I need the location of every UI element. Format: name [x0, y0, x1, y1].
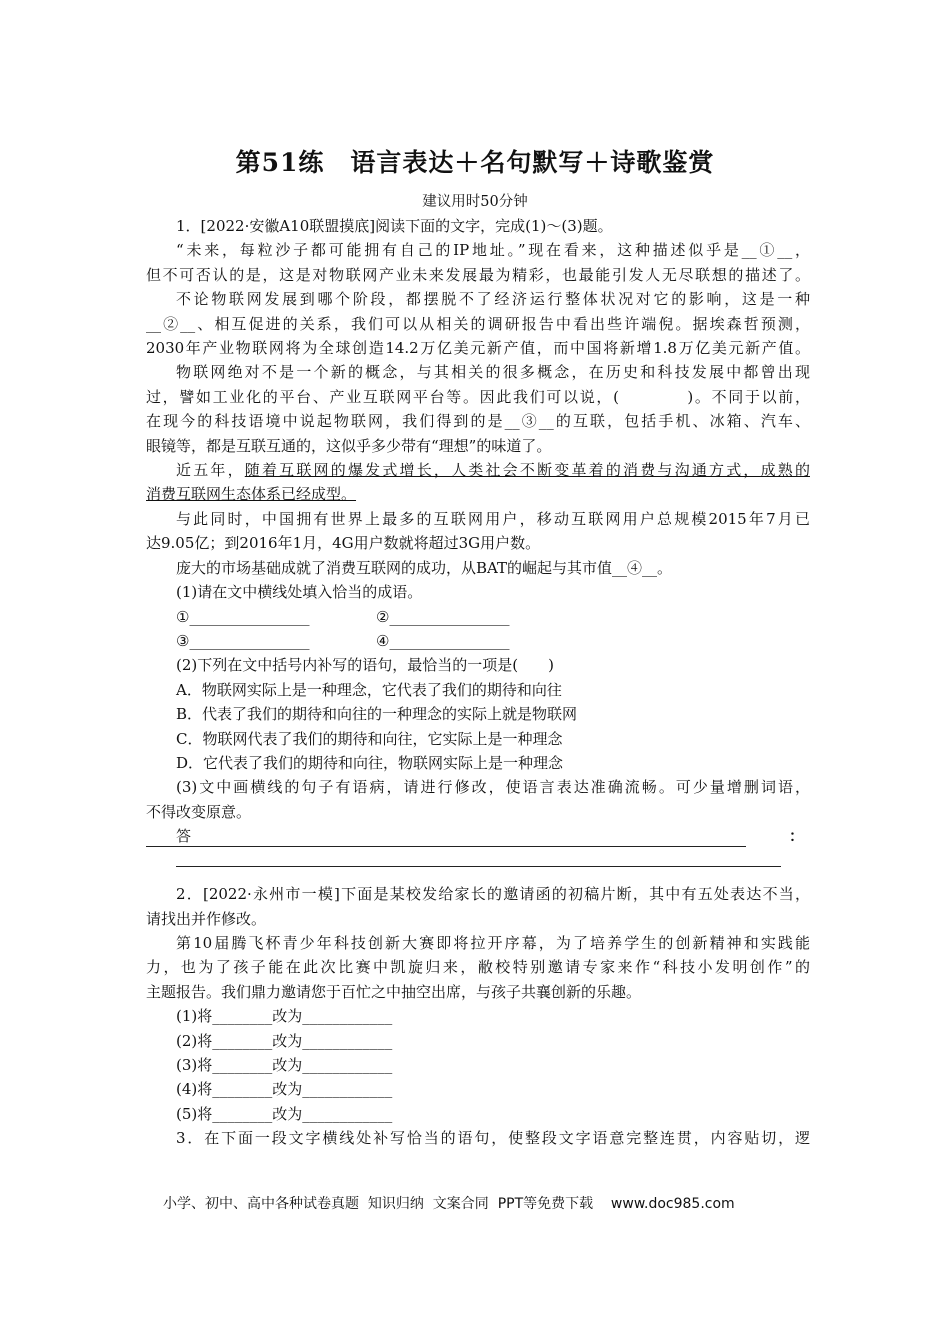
- q2-paragraph-line: 力，也为了孩子能在此次比赛中凯旋归来，敝校特别邀请专家来作“科技小发明创作”的: [146, 958, 810, 977]
- answer-blank-4[interactable]: ④________________: [376, 631, 510, 650]
- option-c[interactable]: C．物联网代表了我们的期待和向往，它实际上是一种理念: [176, 729, 563, 748]
- q2-header-cont: 请找出并作修改。: [146, 909, 267, 928]
- q1-paragraph-line: 庞大的市场基础成就了消费互联网的成功，从BAT的崛起与其市值__④__。: [176, 558, 673, 577]
- q2-header: 2．[2022·永州市一模]下面是某校发给家长的邀请函的初稿片断，其中有五处表达不当，: [176, 885, 810, 904]
- option-a[interactable]: A．物联网实际上是一种理念，它代表了我们的期待和向往: [176, 680, 562, 699]
- answer-line-2[interactable]: [146, 854, 810, 876]
- answer-line[interactable]: [146, 846, 746, 847]
- correction-item[interactable]: (5)将________改为____________: [176, 1104, 393, 1123]
- answer-label: 答: [176, 827, 192, 846]
- option-d[interactable]: D．它代表了我们的期待和向往，物联网实际上是一种理念: [176, 753, 564, 772]
- correction-item[interactable]: (2)将________改为____________: [176, 1031, 393, 1050]
- q1-sub2: (2)下列在文中括号内补写的语句，最恰当的一项是( ): [176, 656, 554, 675]
- correction-item[interactable]: (4)将________改为____________: [176, 1080, 393, 1099]
- page-title: 第51练 语言表达＋名句默写＋诗歌鉴赏: [235, 148, 715, 177]
- q1-paragraph-line: 过，譬如工业化的平台、产业互联网平台等。因此我们可以说，( )。不同于以前，: [146, 387, 810, 406]
- q3-header: 3．在下面一段文字横线处补写恰当的语句，使整段文字语意完整连贯，内容贴切，逻: [176, 1129, 810, 1148]
- q1-paragraph-line: __②__、相互促进的关系，我们可以从相关的调研报告中看出些许端倪。据埃森哲预测，: [146, 314, 810, 333]
- answer-area[interactable]: [146, 824, 810, 854]
- q1-paragraph-line: 物联网绝对不是一个新的概念，与其相关的很多概念，在历史和科技发展中都曾出现: [176, 363, 810, 382]
- answer-blank-3[interactable]: ③________________: [176, 631, 310, 650]
- q1-paragraph-line: 达9.05亿；到2016年1月，4G用户数就将超过3G用户数。: [146, 534, 541, 553]
- q1-paragraph-line: 但不可否认的是，这是对物联网产业未来发展最为精彩，也最能引发人无尽联想的描述了。: [146, 265, 810, 284]
- q1-sub3-cont: 不得改变原意。: [146, 802, 252, 821]
- answer-rule: [176, 866, 781, 867]
- q1-paragraph-line: 不论物联网发展到哪个阶段，都摆脱不了经济运行整体状况对它的影响，这是一种: [176, 290, 810, 309]
- q1-paragraph-line: 在现今的科技语境中说起物联网，我们得到的是__③__的互联，包括手机、冰箱、汽车、: [146, 412, 810, 431]
- underlined-sentence: 消费互联网生态体系已经成型。: [146, 485, 357, 504]
- q1-underlined-paragraph: [146, 458, 810, 482]
- correction-item[interactable]: (1)将________改为____________: [176, 1007, 393, 1026]
- correction-item[interactable]: (3)将________改为____________: [176, 1056, 393, 1074]
- blank-row: [146, 605, 810, 629]
- underlined-sentence: 随着互联网的爆发式增长，人类社会不断变革着的消费与沟通方式，成熟的: [244, 461, 810, 480]
- q1-sub1: (1)请在文中横线处填入恰当的成语。: [176, 583, 423, 602]
- answer-blank-2[interactable]: ②________________: [376, 607, 510, 626]
- q1-paragraph-line: 2030年产业物联网将为全球创造14.2万亿美元新产值，而中国将新增1.8万亿美元新产值。: [146, 339, 810, 358]
- q1-p4-prefix: 近五年，: [176, 461, 245, 480]
- answer-colon: ：: [788, 827, 804, 846]
- page-subtitle: 建议用时50分钟: [422, 194, 528, 210]
- q1-sub3: (3)文中画横线的句子有语病，请进行修改，使语言表达准确流畅。可少量增删词语，: [176, 778, 810, 797]
- q1-underlined-paragraph-end: [146, 482, 810, 506]
- document-body: [146, 214, 810, 1151]
- answer-blank-1[interactable]: ①________________: [176, 607, 310, 626]
- blank-row: [146, 629, 810, 653]
- option-b[interactable]: B．代表了我们的期待和向往的一种理念的实际上就是物联网: [176, 705, 578, 724]
- q1-header: 1．[2022·安徽A10联盟摸底]阅读下面的文字，完成(1)～(3)题。: [176, 217, 613, 235]
- q2-paragraph-line: 第10届腾飞杯青少年科技创新大赛即将拉开序幕，为了培养学生的创新精神和实践能: [176, 933, 810, 952]
- page-footer: 小学、初中、高中各种试卷真题 知识归纳 文案合同 PPT等免费下载 www.doc985.com: [163, 1196, 735, 1212]
- q1-paragraph-line: 与此同时，中国拥有世界上最多的互联网用户，移动互联网用户总规模2015年7月已: [176, 509, 810, 528]
- q1-paragraph-line: “未来，每粒沙子都可能拥有自己的IP地址。”现在看来，这种描述似乎是__①__，: [176, 241, 810, 260]
- q2-paragraph-line: 主题报告。我们鼎力邀请您于百忙之中抽空出席，与孩子共襄创新的乐趣。: [146, 982, 642, 1001]
- q1-paragraph-line: 眼镜等，都是互联互通的，这似乎多少带有“理想”的味道了。: [146, 436, 552, 455]
